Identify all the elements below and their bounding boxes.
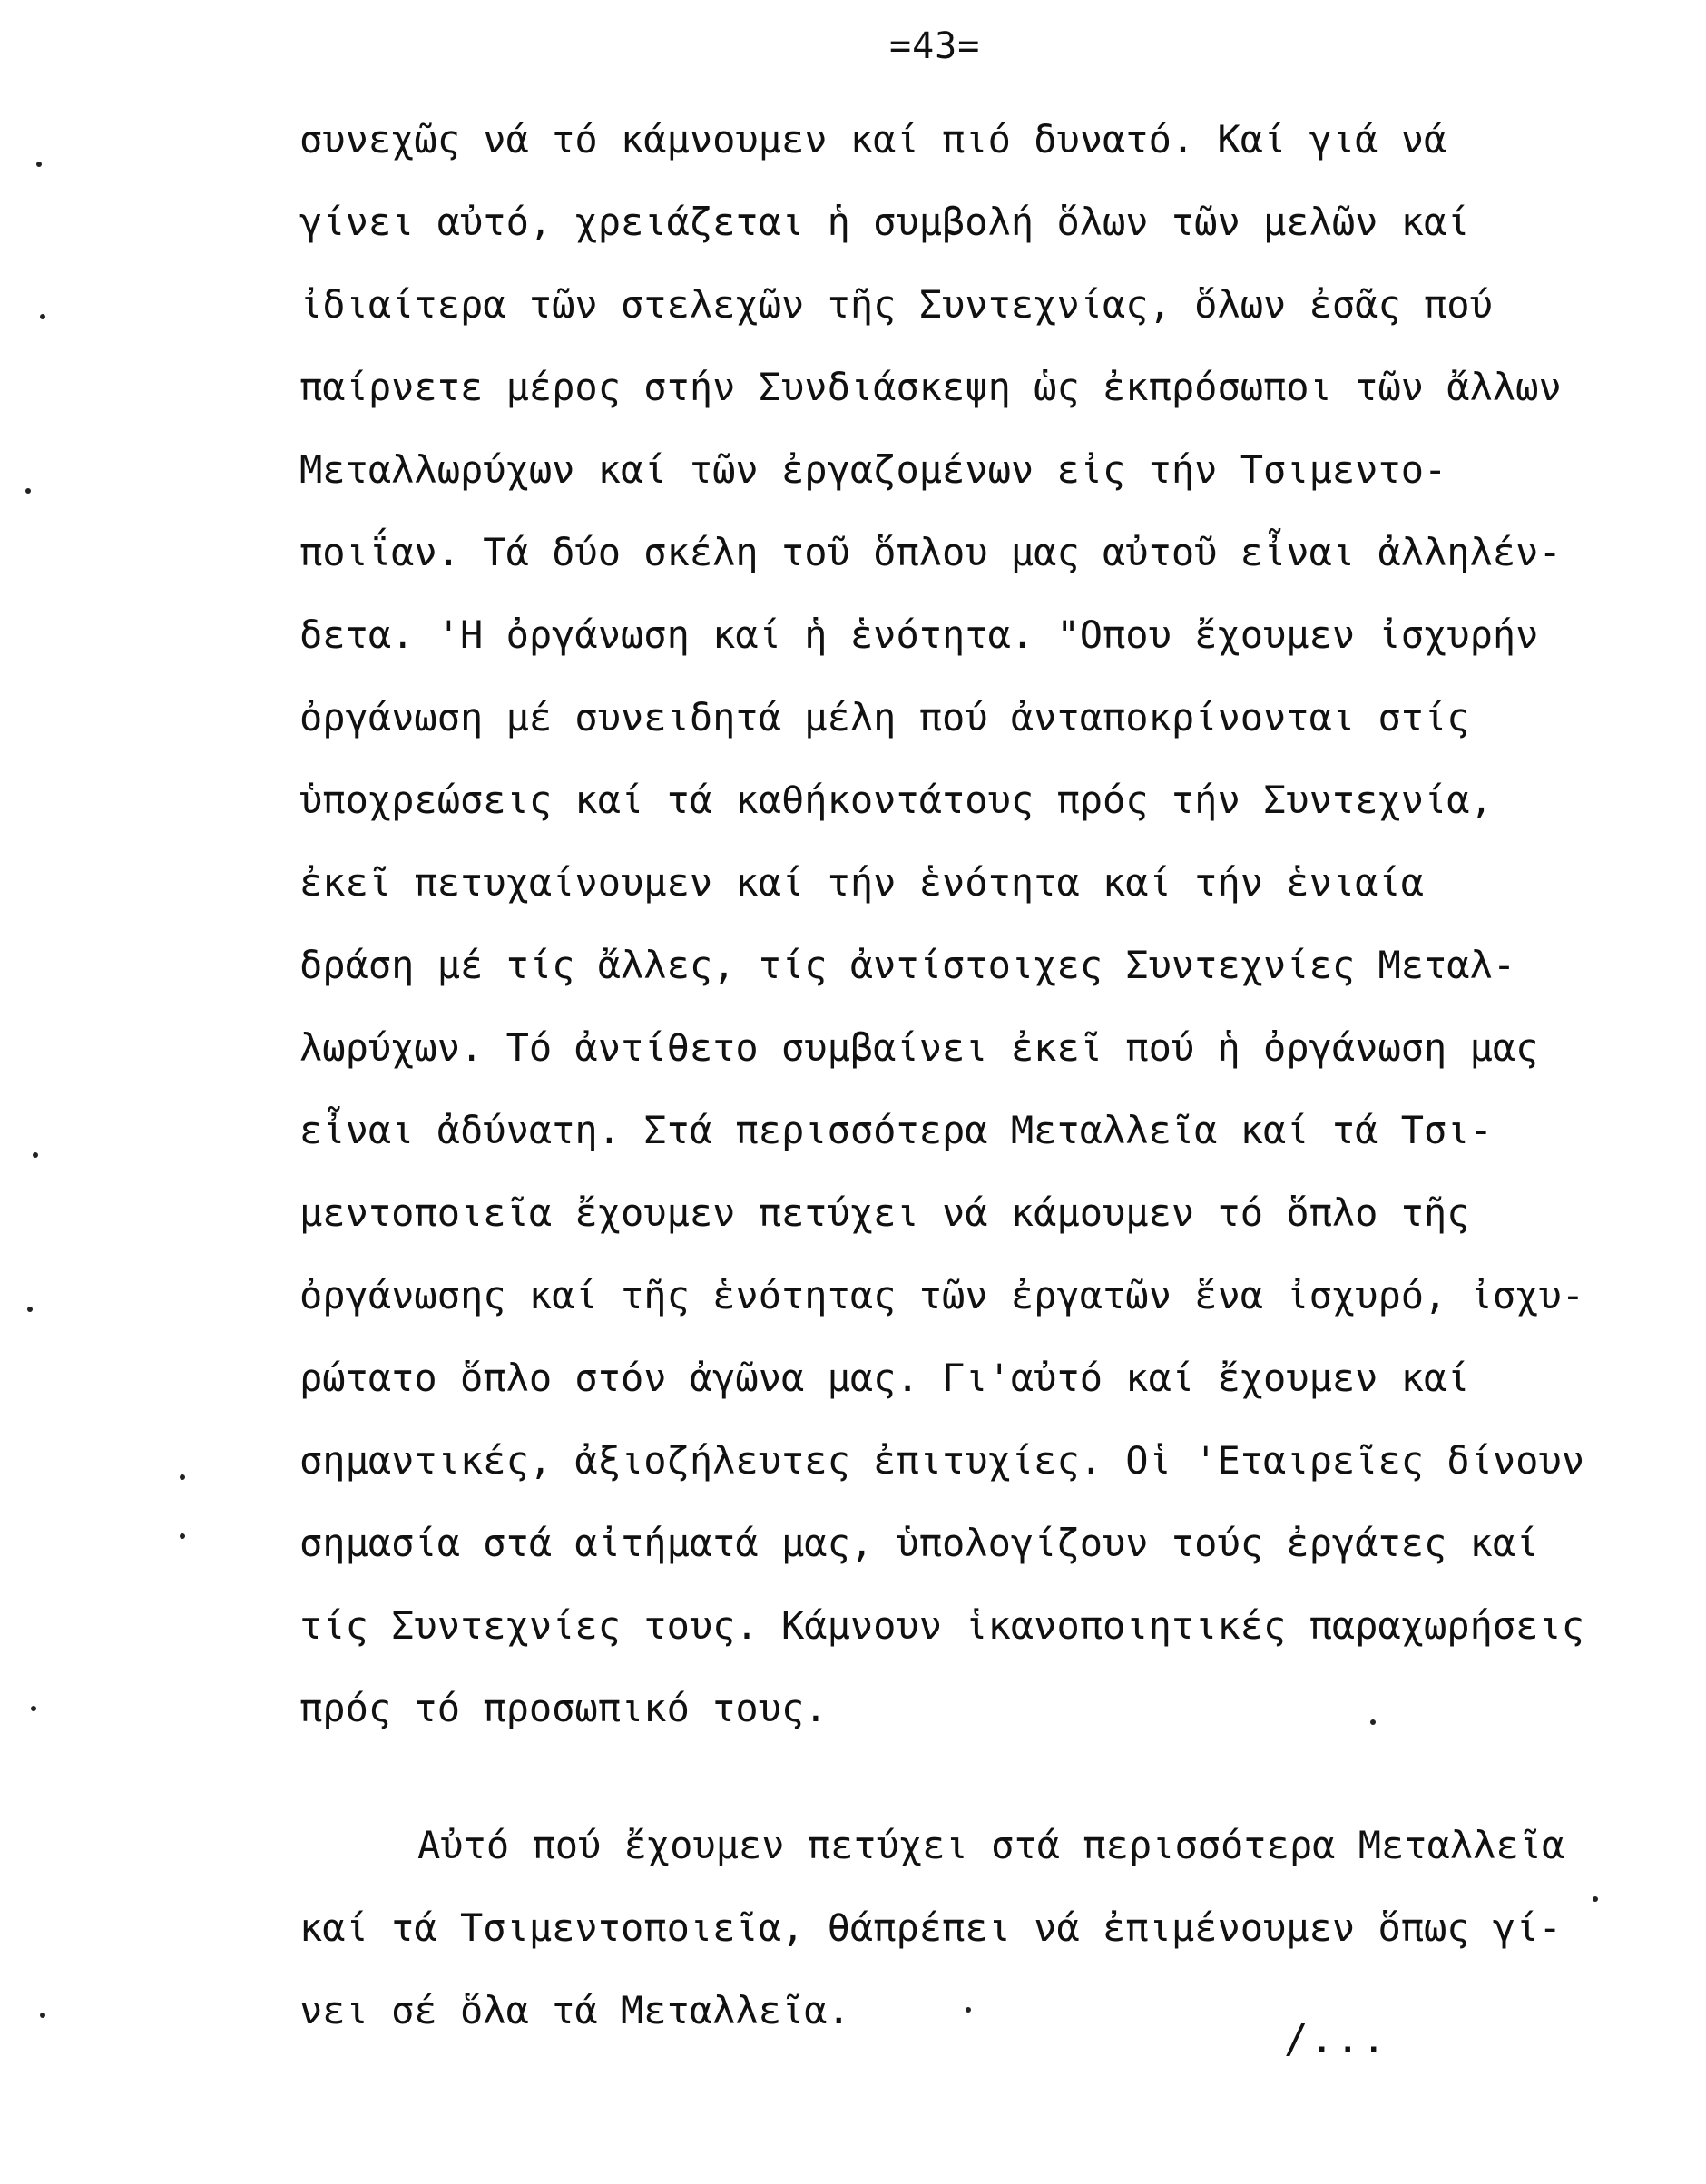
text-line: πρός τό προσωπικό τους. — [299, 1686, 828, 1730]
text-line: Αὐτό πού ἔχουμεν πετύχει στά περισσότερα Μεταλλεῖα — [417, 1823, 1565, 1867]
text-line: λωρύχων. Τό ἀντίθετο συμβαίνει ἐκεῖ πού ἡ ὀργάνωση μας — [299, 1025, 1539, 1070]
text-line: Μεταλλωρύχων καί τῶν ἐργαζομένων εἰς τήν Τσιμεντο- — [299, 447, 1447, 492]
paragraph-1 — [299, 98, 1588, 1749]
text-line: παίρνετε μέρος στήν Συνδιάσκεψη ὡς ἐκπρόσωποι τῶν ἄλλων — [299, 365, 1562, 409]
scan-speck — [1370, 1719, 1376, 1725]
scan-speck — [36, 162, 42, 167]
text-line: καί τά Τσιμεντοποιεῖα, θάπρέπει νά ἐπιμένουμεν ὅπως γί- — [299, 1905, 1562, 1950]
scan-speck — [966, 2007, 971, 2013]
text-line: ὀργάνωση μέ συνειδητά μέλη πού ἀνταποκρίνονται στίς — [299, 695, 1470, 739]
scan-speck — [40, 2013, 45, 2018]
text-line: ὑποχρεώσεις καί τά καθήκοντάτους πρός τήν Συντεχνία, — [299, 778, 1493, 822]
scan-speck — [180, 1533, 185, 1539]
text-line: εἶναι ἀδύνατη. Στά περισσότερα Μεταλλεῖα καί τά Τσι- — [299, 1108, 1493, 1152]
scan-speck — [31, 1706, 36, 1711]
text-line: ἐκεῖ πετυχαίνουμεν καί τήν ἑνότητα καί τήν ἑνιαία — [299, 860, 1425, 905]
scan-speck — [27, 1307, 33, 1312]
text-line: ὀργάνωσης καί τῆς ἑνότητας τῶν ἐργατῶν ἕνα ἰσχυρό, ἰσχυ- — [299, 1273, 1585, 1317]
page-number: =43= — [889, 25, 981, 67]
text-line: σημαντικές, ἀξιοζήλευτες ἐπιτυχίες. Οἱ 'Εταιρεῖες δίνουν — [299, 1438, 1585, 1483]
scan-speck — [25, 488, 31, 494]
scan-speck — [40, 314, 45, 319]
text-line: συνεχῶς νά τό κάμνουμεν καί πιό δυνατό. Καί γιά νά — [299, 117, 1447, 162]
scan-speck — [1593, 1896, 1598, 1902]
text-line: δράση μέ τίς ἄλλες, τίς ἀντίστοιχες Συντεχνίες Μεταλ- — [299, 943, 1516, 987]
continuation-mark: /... — [1284, 2016, 1387, 2062]
text-line: ἰδιαίτερα τῶν στελεχῶν τῆς Συντεχνίας, ὅλων ἐσᾶς πού — [299, 282, 1493, 327]
paragraph-2 — [299, 1804, 1588, 2052]
scan-speck — [180, 1474, 185, 1480]
scan-speck — [33, 1152, 38, 1158]
text-line: τίς Συντεχνίες τους. Κάμνουν ἱκανοποιητικές παραχωρήσεις — [299, 1603, 1585, 1648]
body-text — [299, 98, 1588, 2052]
paragraph-spacer — [299, 1749, 1588, 1804]
text-line: δετα. 'Η ὀργάνωση καί ἡ ἑνότητα. "Οπου ἔχουμεν ἰσχυρήν — [299, 612, 1539, 657]
text-line: γίνει αὐτό, χρειάζεται ἡ συμβολή ὅλων τῶν μελῶν καί — [299, 200, 1470, 244]
text-line: ρώτατο ὅπλο στόν ἀγῶνα μας. Γι'αὐτό καί ἔχουμεν καί — [299, 1356, 1470, 1400]
text-line: νει σέ ὅλα τά Μεταλλεῖα. — [299, 1988, 850, 2032]
text-line: μεντοποιεῖα ἔχουμεν πετύχει νά κάμουμεν τό ὅπλο τῆς — [299, 1190, 1470, 1235]
text-line: ποιΐαν. Τά δύο σκέλη τοῦ ὅπλου μας αὐτοῦ εἶναι ἀλληλέν- — [299, 530, 1562, 574]
text-line: σημασία στά αἰτήματά μας, ὑπολογίζουν τούς ἐργάτες καί — [299, 1521, 1539, 1565]
